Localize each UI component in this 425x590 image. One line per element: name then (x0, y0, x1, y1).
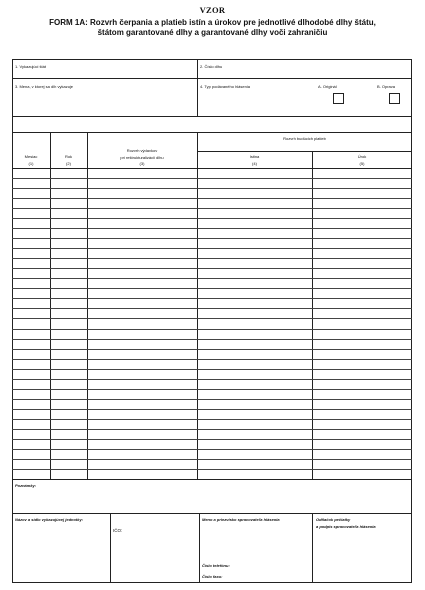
col-month-num: (1) (28, 161, 34, 166)
table-row[interactable] (12, 238, 412, 239)
table-row[interactable] (12, 399, 412, 400)
table-row[interactable] (12, 469, 412, 470)
debt-number-field[interactable]: 2. Číslo dlhu (200, 64, 223, 69)
reporting-entity-field[interactable]: 1. Vykazujúci štát (15, 64, 46, 69)
table-row[interactable] (12, 359, 412, 360)
preparer-name-field[interactable]: Meno a priezvisko spracovateľa hlásenia (202, 517, 280, 522)
col-year-num: (2) (66, 161, 71, 166)
fax-field[interactable]: Číslo faxu: (202, 574, 223, 579)
table-row[interactable] (12, 349, 412, 350)
table-row[interactable] (12, 389, 412, 390)
future-payments-header: Rozvrh budúcich platieb (283, 136, 326, 141)
col-interest-header: Úrok (357, 154, 367, 159)
table-row[interactable] (12, 278, 412, 279)
table-row[interactable] (12, 198, 412, 199)
table-row[interactable] (12, 318, 412, 319)
table-row[interactable] (12, 379, 412, 380)
vzor-heading: VZOR (199, 5, 226, 15)
type-b-checkbox[interactable] (389, 93, 400, 104)
table-row[interactable] (12, 258, 412, 259)
form-title-line1: FORM 1A: Rozvrh čerpania a platieb istín a úrokov pre jednotlivé dlhodobé dlhy štátu, (49, 18, 376, 27)
table-row[interactable] (12, 298, 412, 299)
col-drawdown-num: (3) (139, 161, 145, 166)
table-row[interactable] (12, 429, 412, 430)
table-row[interactable] (12, 248, 412, 249)
table-row[interactable] (12, 409, 412, 410)
table-row[interactable] (12, 208, 412, 209)
col-drawdown-header-l2: pri reštrukturalizácii dlhu (120, 155, 164, 160)
table-row[interactable] (12, 369, 412, 370)
col-interest-num: (5) (359, 161, 365, 166)
table-row[interactable] (12, 228, 412, 229)
table-row[interactable] (12, 218, 412, 219)
report-type-label: 4. Typ podávaného hlásenia (200, 84, 250, 89)
type-a-label: A. Originál (318, 84, 337, 89)
stamp-signature-l2: a podpis spracovateľa hlásenia (316, 524, 376, 529)
type-b-label: B. Oprava (377, 84, 396, 89)
type-a-checkbox[interactable] (333, 93, 344, 104)
col-principal-num: (4) (252, 161, 257, 166)
phone-field[interactable]: Číslo telefónu: (202, 563, 230, 568)
table-row[interactable] (12, 188, 412, 189)
table-row[interactable] (12, 268, 412, 269)
table-row[interactable] (12, 329, 412, 330)
table-row[interactable] (12, 449, 412, 450)
table-row[interactable] (12, 419, 412, 420)
col-drawdown-header-l1: Rozvrh výdavkov (126, 148, 158, 153)
table-row[interactable] (12, 178, 412, 179)
table-row[interactable] (12, 308, 412, 309)
table-row[interactable] (12, 288, 412, 289)
table-row[interactable] (12, 439, 412, 440)
table-row[interactable] (12, 459, 412, 460)
stamp-signature-l1: Odtlačok pečiatky (316, 517, 351, 522)
ico-field[interactable]: IČO: (113, 528, 123, 533)
col-month-header: Mesiac (24, 154, 38, 159)
col-year-header: Rok (64, 154, 73, 159)
remarks-field[interactable]: Poznámky: (15, 483, 37, 488)
currency-field[interactable]: 3. Mena, v ktorej sa dlh vykazuje (15, 84, 74, 89)
form-title (20, 18, 405, 38)
form-title-line2: štátom garantované dlhy a garantované dlhy voči zahraničiu (97, 28, 328, 37)
col-principal-header: Istina (249, 154, 260, 159)
table-row[interactable] (12, 339, 412, 340)
entity-name-field[interactable]: Názov a sídlo vykazujúcej jednotky: (15, 517, 84, 522)
